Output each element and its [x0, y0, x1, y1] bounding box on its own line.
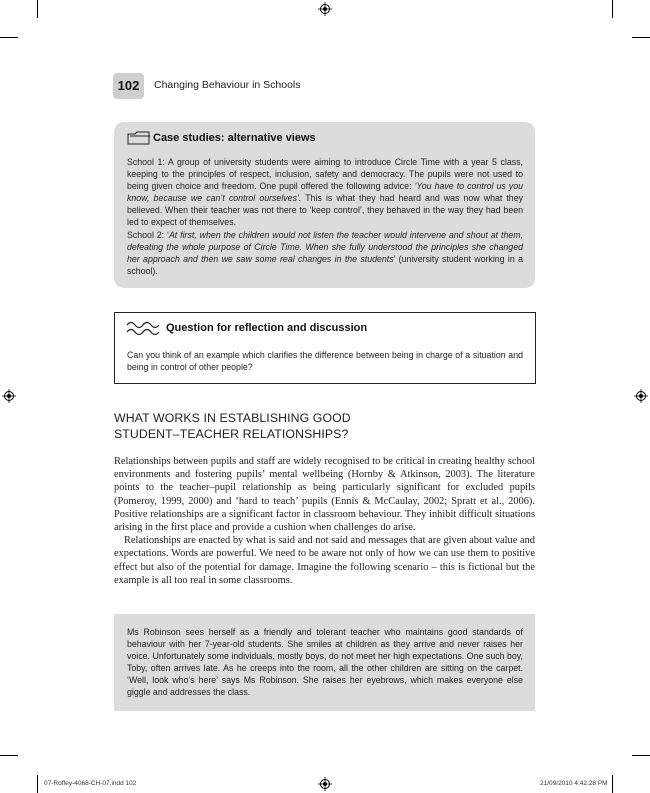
- footer-file: 07-Roffey-4068-CH-07.indd 102: [44, 780, 137, 787]
- registration-mark-icon: [2, 389, 16, 403]
- case-study-title: Case studies: alternative views: [153, 132, 316, 144]
- crop-mark: [0, 755, 18, 756]
- registration-mark-icon: [318, 777, 332, 791]
- crop-mark: [612, 0, 613, 18]
- section-heading: WHAT WORKS IN ESTABLISHING GOOD STUDENT–TEACHER RELATIONSHIPS?: [114, 411, 351, 441]
- registration-mark-icon: [318, 2, 332, 16]
- crop-mark: [632, 37, 650, 38]
- scenario-text: Ms Robinson sees herself as a friendly and tolerant teacher who maintains good standards of behaviour with her 7-year-old students. She smiles at children as they arrive and never raises her voice. Unfortunately some individuals, mostly boys, do not meet her high expectations. One such boy, Toby, often arrives late. As he creeps into the room, all the other children are sitting on the carpet. ‘Well, look who’s here’ says Ms Robinson. She raises her eyebrows, which makes everyone else giggle and addresses the class.: [127, 627, 523, 698]
- case-study-text: School 1: A group of university students were aiming to introduce Circle Time with a year 5 class, keeping to the principles of respect, inclusion, safety and democracy. The pupils were not used to being given choice and freedom. One pupil offered the following advice: ‘You have to control us you know, because we can’t control ourselves’. This is what they had heard and was now what they believed. When their teacher was not there to ‘keep control’, they behaved in the way they had been led to expect of themselves. School 2: ‘At first, when the children would not listen the teacher would intervene and shout at them, defeating the whole purpose of Circle Time. When she fully understood the principles she changed her approach and then we saw some real changes in the students’ (university student working in a school).: [127, 157, 523, 276]
- paragraph: Relationships are enacted by what is said and not said and messages that are given about value and expectations. Words are powerful. We need to be aware not only of how we can use them to positive effect but also of the potential for damage. Imagine the following scenario – this is fictional but the example is all too real in some classrooms.: [114, 535, 535, 586]
- question-title: Question for reflection and discussion: [166, 322, 368, 334]
- question-text: Can you think of an example which clarifies the difference between being in charge of a situation and being in control of other people?: [127, 350, 523, 373]
- wavy-lines-icon: [126, 319, 160, 339]
- paragraph: Relationships between pupils and staff are widely recognised to be critical in creating healthy school environments and fostering pupils’ mental wellbeing (Hornby & Atkinson, 2003). The literature points to the teacher–pupil relationship as being particularly significant for excluded pupils (Pomeroy, 1999, 2000) and ‘hard to teach’ pupils (Ennis & McCaulay, 2002; Spratt et al., 2006). Positive relationships are a significant factor in classroom behaviour. They inhibit difficult situations arising in the first place and provide a cushion when challenges do arise.: [114, 456, 535, 534]
- registration-mark-icon: [634, 389, 648, 403]
- folder-icon: [127, 130, 151, 146]
- crop-mark: [612, 775, 613, 793]
- crop-mark: [632, 755, 650, 756]
- running-title: Changing Behaviour in Schools: [154, 79, 301, 91]
- footer-timestamp: 21/09/2010 4:42:28 PM: [540, 780, 608, 787]
- crop-mark: [0, 37, 18, 38]
- crop-mark: [37, 775, 38, 793]
- body-text: [114, 455, 535, 587]
- page-number: 102: [113, 73, 144, 99]
- crop-mark: [37, 0, 38, 18]
